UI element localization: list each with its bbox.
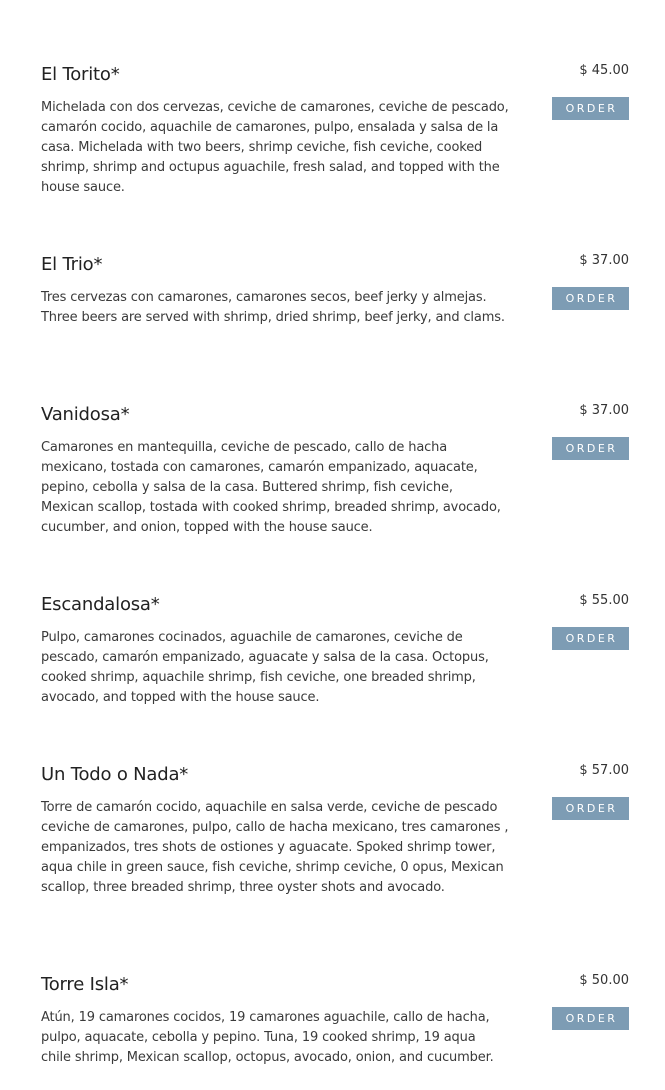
item-price: $ 57.00 xyxy=(579,763,629,778)
order-button[interactable]: ORDER xyxy=(552,97,629,120)
item-price: $ 50.00 xyxy=(579,973,629,988)
item-name: Torre Isla* xyxy=(41,974,129,995)
item-price: $ 37.00 xyxy=(579,403,629,418)
item-price: $ 45.00 xyxy=(579,63,629,78)
item-description: Pulpo, camarones cocinados, aguachile de camarones, ceviche de pescado, camarón empanizado, aguacate y salsa de la casa. Octopus, cooked shrimp, aquachile shrimp, fish ceviche, one breaded shrimp, avocado, and topped with the house sauce. xyxy=(41,630,489,705)
item-name: El Torito* xyxy=(41,64,120,85)
order-button[interactable]: ORDER xyxy=(552,437,629,460)
item-description: Michelada con dos cervezas, ceviche de camarones, ceviche de pescado, camarón cocido, aquachile de camarones, pulpo, ensalada y salsa de la casa. Michelada with two beers, shrimp ceviche, fish ceviche, cooked shrimp, shrimp and octupus aguachile, fresh salad, and topped with the house sauce. xyxy=(41,100,509,195)
item-description: Camarones en mantequilla, ceviche de pescado, callo de hacha mexicano, tostada con camarones, camarón empanizado, aquacate, pepino, cebolla y salsa de la casa. Buttered shrimp, fish ceviche, Mexican scallop, tostada with cooked shrimp, breaded shrimp, avocado, cucumber, and onion, topped with the house sauce. xyxy=(41,440,501,535)
order-button[interactable]: ORDER xyxy=(552,797,629,820)
order-button[interactable]: ORDER xyxy=(552,287,629,310)
item-description: Tres cervezas con camarones, camarones secos, beef jerky y almejas. Three beers are served with shrimp, dried shrimp, beef jerky, and clams. xyxy=(41,290,505,325)
item-name: Vanidosa* xyxy=(41,404,130,425)
order-button[interactable]: ORDER xyxy=(552,627,629,650)
item-description: Torre de camarón cocido, aquachile en salsa verde, ceviche de pescado ceviche de camarones, pulpo, callo de hacha mexicano, tres camarones , empanizados, tres shots de ostiones y aguacate. Spoked shrimp tower, aqua chile in green sauce, fish ceviche, shrimp ceviche, 0 opus, Mexican scallop, three breaded shrimp, three oyster shots and avocado. xyxy=(41,800,509,895)
item-price: $ 37.00 xyxy=(579,253,629,268)
item-description: Atún, 19 camarones cocidos, 19 camarones aguachile, callo de hacha, pulpo, aquacate, cebolla y pepino. Tuna, 19 cooked shrimp, 19 aqua chile shrimp, Mexican scallop, octopus, avocado, onion, and cucumber. xyxy=(41,1010,494,1065)
item-price: $ 55.00 xyxy=(579,593,629,608)
order-button[interactable]: ORDER xyxy=(552,1007,629,1030)
item-name: Escandalosa* xyxy=(41,594,160,615)
item-name: Un Todo o Nada* xyxy=(41,764,189,785)
item-name: El Trio* xyxy=(41,254,103,275)
